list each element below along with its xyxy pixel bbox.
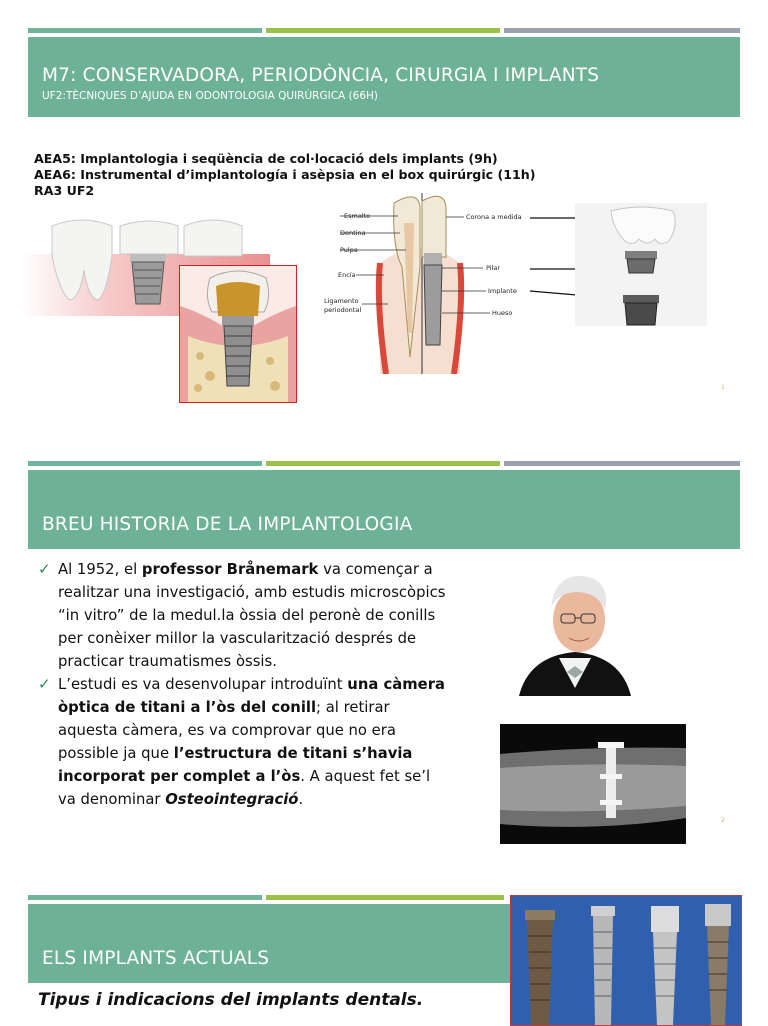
text-bold: professor Brånemark — [141, 561, 319, 578]
slide2-top-bars — [28, 461, 740, 466]
slide2-title: BREU HISTORIA DE LA IMPLANTOLOGIA — [42, 514, 413, 535]
label-pulpa: Pulpa — [340, 246, 358, 254]
text-run: va començar a realitzar una investigació, amb estudis microscòpics “in vitro” de la medul.la òssia del peronè de conills per conèixer millor la vascularització després de practicar traumatismes òssis. — [58, 561, 446, 670]
label-encia: Encía — [338, 271, 356, 279]
bar-segment — [266, 895, 504, 900]
slide1-title: M7: CONSERVADORA, PERIODÒNCIA, CIRURGIA I IMPLANTS — [42, 65, 600, 86]
objectives-list — [34, 151, 536, 199]
label-dentina: Dentina — [340, 229, 366, 237]
objective-item: RA3 UF2 — [34, 183, 95, 198]
modern-implants-image — [510, 895, 742, 1026]
bar-segment — [266, 28, 500, 33]
history-bullet — [38, 673, 450, 811]
slide1-title-banner — [28, 37, 740, 117]
bar-segment — [28, 895, 262, 900]
xray-image — [500, 724, 686, 844]
label-periodontal: periodontal — [324, 306, 362, 314]
text-bold-italic: Osteointegració — [165, 791, 299, 808]
text-bold: l’estructura de titani s’havia incorporat per complet a l’òs — [58, 745, 413, 785]
bullet-text — [58, 558, 450, 673]
bar-segment — [504, 461, 740, 466]
label-ligamento: Ligamento — [324, 297, 359, 305]
slide1-page-number: 1 — [721, 384, 725, 391]
label-corona: Corona a medida — [466, 213, 522, 221]
bar-segment — [504, 28, 740, 33]
tooth-vs-implant-diagram — [318, 193, 528, 374]
branemark-portrait-image — [515, 568, 635, 696]
text-run: L’estudi es va desenvolupar introduïnt — [58, 676, 348, 693]
objective-item: AEA6: Instrumental d’implantología i asèpsia en el box quirúrgic (11h) — [34, 167, 536, 182]
slide3-subtitle: Tipus i indicacions del implants dentals. — [38, 990, 424, 1010]
text-run: ; al retirar aquesta càmera, es va comprovar que no era possible ja que — [58, 699, 396, 762]
check-icon: ✓ — [38, 560, 51, 578]
label-pilar: Pilar — [486, 264, 501, 272]
bar-segment — [28, 461, 262, 466]
objective-item: AEA5: Implantologia i seqüència de col·locació dels implants (9h) — [34, 151, 498, 166]
slide3-title-banner — [28, 904, 512, 983]
implant-crosssection-image — [179, 265, 297, 403]
text-run: . — [298, 791, 304, 808]
bullet-text — [58, 673, 450, 811]
text-bold: una càmera òptica de titani a l’òs del conill — [58, 676, 445, 716]
slide2-title-banner — [28, 470, 740, 549]
check-icon: ✓ — [38, 675, 51, 693]
label-hueso: Hueso — [492, 309, 513, 317]
history-bullet — [38, 558, 450, 673]
implant-components-image — [575, 203, 707, 326]
slide3-top-bars — [28, 895, 508, 900]
text-run: . A aquest fet se’l va denominar — [58, 768, 431, 808]
bar-segment — [28, 28, 262, 33]
text-run: Al 1952, el — [58, 561, 142, 578]
bar-segment — [266, 461, 500, 466]
slide1-top-bars — [28, 28, 740, 33]
history-bullets — [38, 558, 450, 811]
label-esmalte: Esmalte — [344, 212, 371, 220]
slide2-page-number: 2 — [721, 817, 725, 824]
slide3-title: ELS IMPLANTS ACTUALS — [42, 948, 270, 969]
slide1-subtitle: UF2:TÈCNIQUES D’AJUDA EN ODONTOLOGIA QUIRÚRGICA (66H) — [42, 90, 378, 102]
label-implante: Implante — [488, 287, 517, 295]
